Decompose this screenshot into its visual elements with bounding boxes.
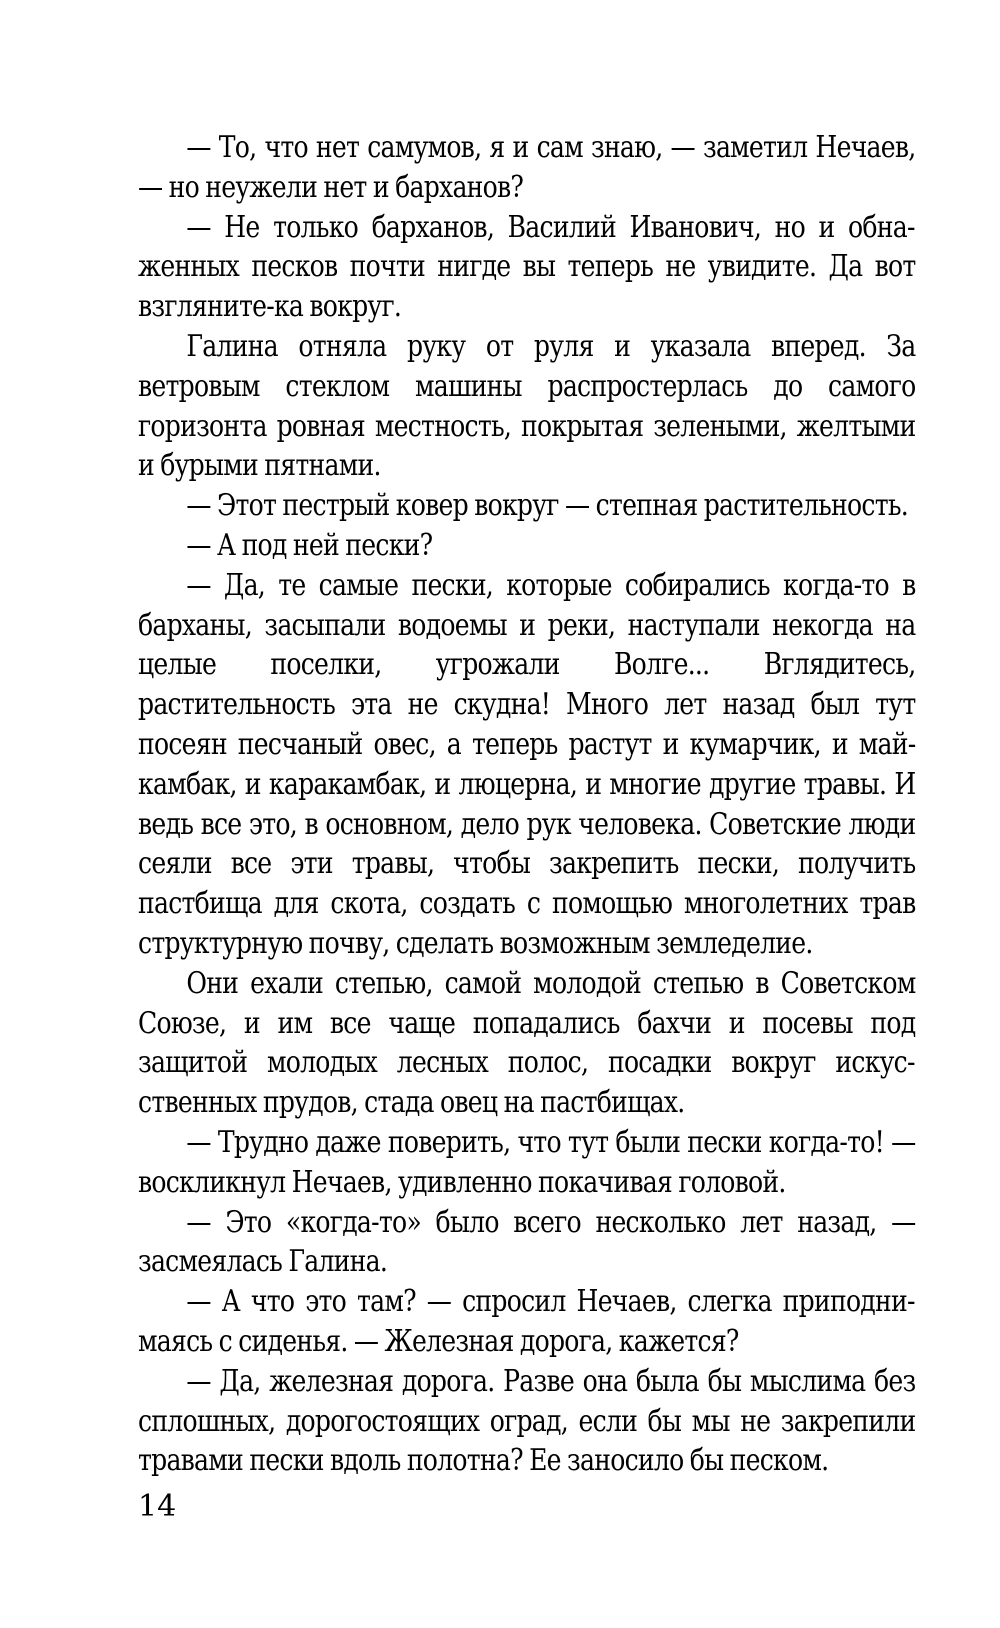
paragraph-5: — А под ней пески?: [186, 527, 433, 563]
paragraph-3: Галина отняла руку от руля и указала вперед. За ветровым стеклом машины распростерлась до самого горизонта ровная местность, покрытая зелеными, желтыми и бурыми пятнами.: [138, 328, 916, 484]
paragraph-6: — Да, те самые пески, которые собирались когда-то в барханы, засыпали водоемы и реки, наступали некогда на целые поселки, угрожали Волге... Вглядитесь, растительность эта не скудна! Много лет назад был тут посеян песчаный овес, а теперь растут и кумарчик, и май-камбак, и каракамбак, и люцерна, и многие другие травы. И ведь все это, в основном, дело рук человека. Советские люди сеяли все эти травы, чтобы закрепить пески, получить пастбища для скота, создать с помощью многолетних трав структурную почву, сделать возможным земледелие.: [138, 567, 916, 961]
paragraph-9: — Это «когда-то» было всего несколько лет назад, — засмеялась Галина.: [138, 1204, 916, 1280]
page-number: 14: [138, 1489, 177, 1524]
body-text: [138, 128, 915, 1481]
paragraph-8: — Трудно даже поверить, что тут были пески когда-то! — воскликнул Нечаев, удивленно покачивая головой.: [138, 1124, 916, 1200]
paragraph-1: — То, что нет самумов, я и сам знаю, — заметил Нечаев, — но неужели нет и барханов?: [138, 130, 916, 205]
paragraph-2: — Не только барханов, Василий Иванович, но и обнаженных песков почти нигде вы теперь не увидите. Да вот взгляните-ка вокруг.: [138, 209, 916, 325]
paragraph-10: — А что это там? — спросил Нечаев, слегка приподнимаясь с сиденья. — Железная дорога, кажется?: [138, 1284, 916, 1359]
paragraph-4: — Этот пестрый ковер вокруг — степная растительность.: [186, 488, 909, 524]
paragraph-7: Они ехали степью, самой молодой степью в Советском Союзе, и им все чаще попадались бахчи и посевы под защитой молодых лесных полос, посадки вокруг искусственных прудов, стада овец на пастбищах.: [138, 965, 916, 1121]
paragraph-11: — Да, железная дорога. Разве она была бы мыслима без сплошных, дорогостоящих оград, если бы мы не закрепили травами пески вдоль полотна? Ее заносило бы песком.: [138, 1363, 916, 1479]
